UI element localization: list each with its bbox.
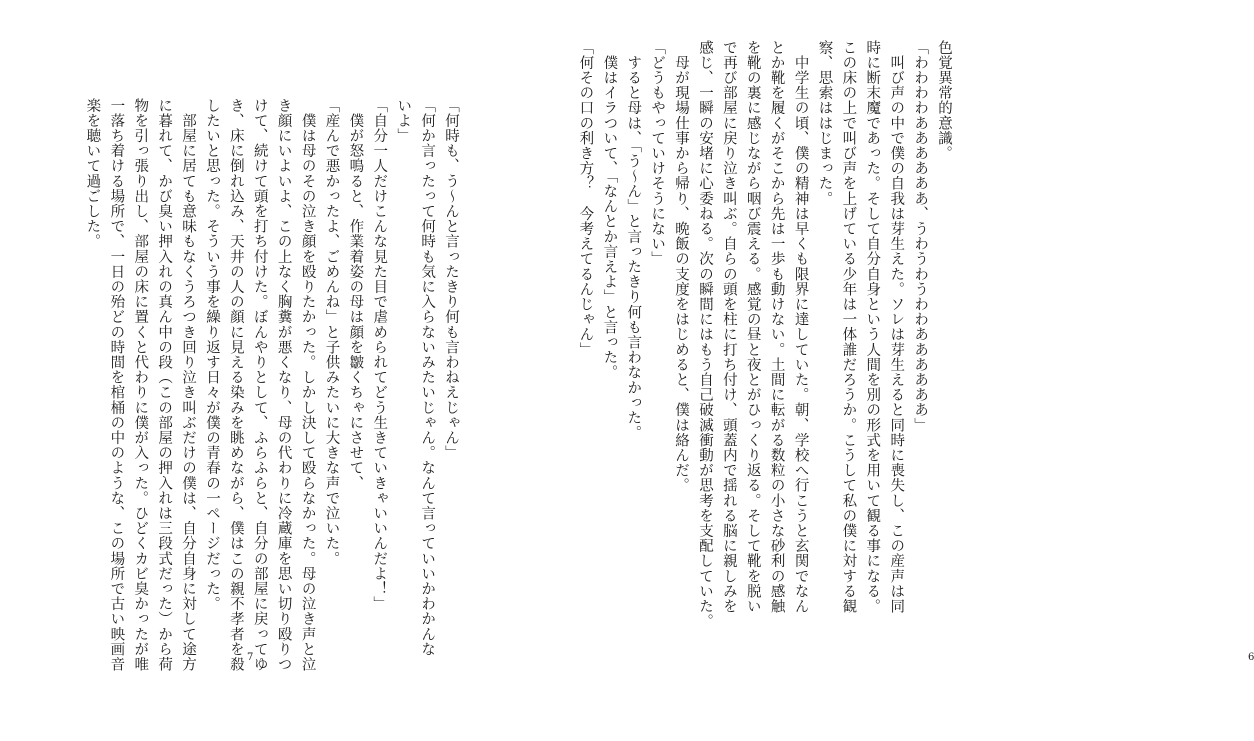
left-page — [0, 0, 500, 741]
text-line: 「どうもやっていけそうにない」 — [649, 40, 666, 267]
right-page — [500, 0, 1254, 741]
text-line: すると母は、「う〜ん」と言ったきり何も言わなかった。 — [625, 40, 642, 441]
text-line: 僕は母のその泣き顔を殴りたかった。しかし決して殴らなかった。母の泣き声と泣 — [299, 98, 316, 672]
text-line: いよ」 — [395, 98, 412, 144]
text-line: き、床に倒れ込み、天井の人の顔に見える染みを眺めながら、僕はこの親不孝者を殺 — [227, 98, 244, 672]
text-line: 察、思索ははじまった。 — [816, 40, 833, 207]
text-line: 時に断末魔であった。そして自分自身という人間を別の形式を用いて観る事になる。 — [864, 40, 881, 614]
text-line: 色覚異常的意識。 — [936, 40, 952, 161]
page-number-left: 7 — [247, 652, 254, 663]
text-line: 楽を聴いて過ごした。 — [84, 98, 101, 249]
text-line: 叫び声の中で僕の自我は芽生えた。ソレは芽生えると同時に喪失し、この産声は同 — [888, 40, 905, 614]
text-line: 部屋に居ても意味もなくうろつき回り泣き叫ぶだけの僕は、自分自身に対して途方 — [180, 98, 197, 672]
text-line: 僕はイラついて、「なんとか言えよ」と言った。 — [601, 40, 618, 381]
text-line: き顔にいよいよ、この上なく胸糞が悪くなり、母の代わりに冷蔵庫を思い切り殴りつ — [275, 98, 292, 672]
text-line: 僕が怒鳴ると、作業着姿の母は顔を皺くちゃにさせて、 — [347, 98, 364, 491]
text-line: この床の上で叫び声を上げている少年は一体誰だろうか。こうして私の僕に対する観 — [840, 40, 857, 614]
text-line: で再び部屋に戻り泣き叫ぶ。自らの頭を柱に打ち付け、頭蓋内で揺れる脳に親しみを — [720, 40, 737, 614]
left-page-text — [32, 98, 462, 672]
text-line: 母が現場仕事から帰り、晩飯の支度をはじめると、僕は絡んだ。 — [673, 40, 690, 493]
text-line: 感じ、一瞬の安堵に心委ねる。次の瞬間にはもう自己破滅衝動が思考を支配していた。 — [696, 40, 713, 629]
text-line: けて、続けて頭を打ち付けた。ぼんやりとして、ふらふらと、自分の部屋に戻ってゆ — [251, 98, 268, 672]
text-line: 一落ち着ける場所で、一日の殆どの時間を棺桶の中のような、この場所で古い映画音 — [108, 98, 125, 672]
text-line: 「何その口の利き方？ 今考えてるんじゃん」 — [577, 40, 594, 358]
text-line: を靴の裏に感じながら咽び震える。感覚の昼と夜とがひっくり返る。そして靴を脱い — [744, 40, 761, 614]
right-page-text — [515, 40, 955, 630]
text-line: 「何か言ったって何時も気に入らないみたいじゃん。なんて言っていいかわかんな — [419, 98, 436, 657]
text-line: したいと思った。そういう事を繰り返す日々が僕の青春の一ページだった。 — [203, 98, 220, 612]
text-line: に暮れて、かび臭い押入れの真ん中の段（この部屋の押入れは三段式だった）から荷 — [156, 98, 173, 672]
text-line: とか靴を履くがそこから先は一歩も動けない。土間に転がる数粒の小さな砂利の感触 — [768, 40, 785, 614]
text-line: 「何時も、う〜んと言ったきり何も言わねえじゃん」 — [443, 98, 459, 461]
page-number-right: 6 — [1248, 652, 1254, 663]
text-line: 「産んで悪かったよ、ごめんね」と子供みたいに大きな声で泣いた。 — [323, 98, 340, 567]
text-line: 中学生の頃、僕の精神は早くも限界に達していた。朝、学校へ行こうと玄関でなん — [792, 40, 809, 614]
text-line: 物を引っ張り出し、部屋の床に置くと代わりに僕が入った。ひどくカビ臭かったが唯 — [132, 98, 149, 672]
text-line: 「自分一人だけこんな見た目で虐められてどう生きていきゃいいんだよ！」 — [371, 98, 388, 612]
text-line: 「わわわわああああああ、うわうわうわわああああああ」 — [912, 40, 929, 433]
